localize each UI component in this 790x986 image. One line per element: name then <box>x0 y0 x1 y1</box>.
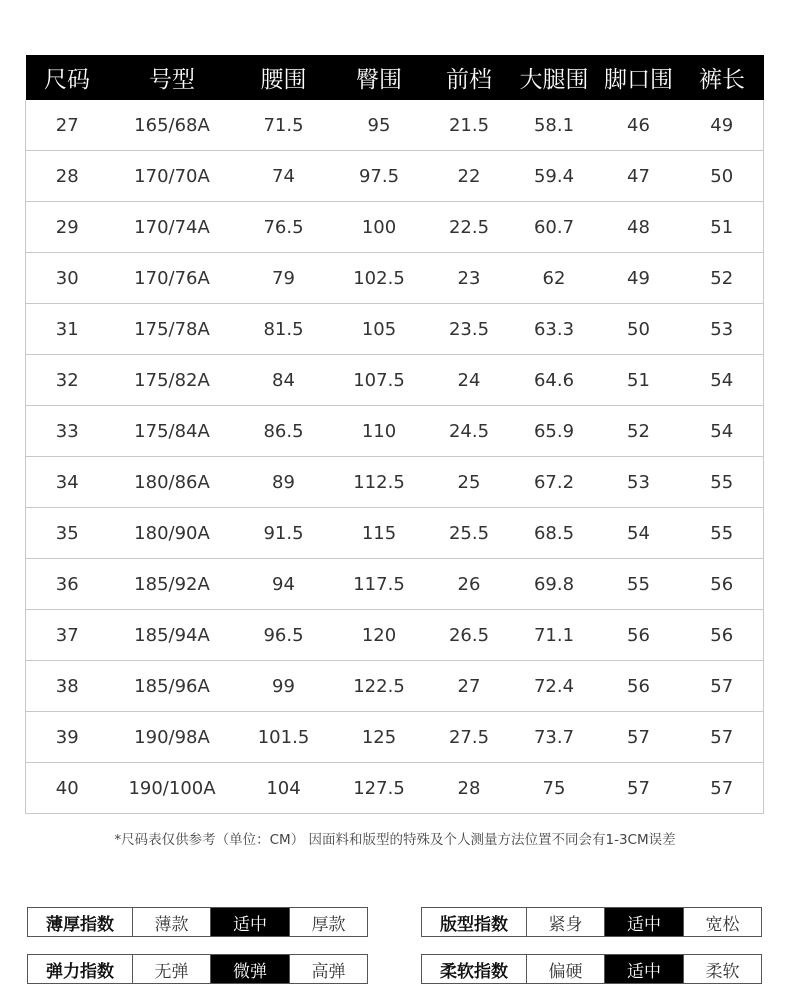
cell-thigh: 67.2 <box>512 457 597 508</box>
cell-length: 55 <box>681 457 764 508</box>
cell-thigh: 69.8 <box>512 559 597 610</box>
cell-size: 37 <box>26 610 109 661</box>
cell-waist: 86.5 <box>236 406 332 457</box>
cell-size: 40 <box>26 763 109 814</box>
cell-length: 54 <box>681 355 764 406</box>
cell-size: 34 <box>26 457 109 508</box>
cell-size: 29 <box>26 202 109 253</box>
cell-front-rise: 27 <box>427 661 512 712</box>
cell-length: 50 <box>681 151 764 202</box>
cell-size: 31 <box>26 304 109 355</box>
size-chart-table <box>25 55 764 814</box>
cell-hip: 102.5 <box>332 253 427 304</box>
cell-hip: 125 <box>332 712 427 763</box>
fit-index <box>421 907 762 937</box>
cell-leg-opening: 50 <box>597 304 681 355</box>
cell-front-rise: 26 <box>427 559 512 610</box>
cell-model: 190/100A <box>109 763 236 814</box>
cell-leg-opening: 48 <box>597 202 681 253</box>
cell-length: 54 <box>681 406 764 457</box>
cell-thigh: 62 <box>512 253 597 304</box>
cell-length: 55 <box>681 508 764 559</box>
cell-thigh: 65.9 <box>512 406 597 457</box>
size-chart-body <box>26 100 764 814</box>
cell-waist: 76.5 <box>236 202 332 253</box>
header-hip: 臀围 <box>332 55 427 100</box>
index-label: 薄厚指数 <box>46 914 114 935</box>
cell-size: 38 <box>26 661 109 712</box>
cell-model: 185/96A <box>109 661 236 712</box>
size-row <box>26 304 764 355</box>
size-row <box>26 406 764 457</box>
header-size: 尺码 <box>26 55 109 100</box>
cell-model: 175/78A <box>109 304 236 355</box>
cell-front-rise: 28 <box>427 763 512 814</box>
cell-model: 180/90A <box>109 508 236 559</box>
cell-waist: 84 <box>236 355 332 406</box>
size-row <box>26 100 764 151</box>
cell-leg-opening: 57 <box>597 712 681 763</box>
cell-hip: 112.5 <box>332 457 427 508</box>
cell-thigh: 60.7 <box>512 202 597 253</box>
cell-length: 49 <box>681 100 764 151</box>
size-row <box>26 151 764 202</box>
header-length: 裤长 <box>681 55 764 100</box>
cell-waist: 74 <box>236 151 332 202</box>
cell-thigh: 72.4 <box>512 661 597 712</box>
cell-waist: 96.5 <box>236 610 332 661</box>
cell-front-rise: 23 <box>427 253 512 304</box>
cell-thigh: 71.1 <box>512 610 597 661</box>
size-row <box>26 610 764 661</box>
cell-length: 56 <box>681 559 764 610</box>
cell-front-rise: 21.5 <box>427 100 512 151</box>
cell-front-rise: 22 <box>427 151 512 202</box>
index-label: 弹力指数 <box>46 961 114 982</box>
size-row <box>26 661 764 712</box>
cell-length: 57 <box>681 712 764 763</box>
index-option: 微弹 <box>210 955 289 983</box>
cell-length: 57 <box>681 763 764 814</box>
cell-thigh: 64.6 <box>512 355 597 406</box>
cell-size: 39 <box>26 712 109 763</box>
cell-size: 27 <box>26 100 109 151</box>
header-front-rise: 前档 <box>427 55 512 100</box>
cell-model: 170/76A <box>109 253 236 304</box>
size-note: *尺码表仅供参考（单位：CM） 因面料和版型的特殊及个人测量方法位置不同会有1-3CM误差 <box>114 832 676 848</box>
cell-leg-opening: 53 <box>597 457 681 508</box>
cell-size: 33 <box>26 406 109 457</box>
cell-front-rise: 26.5 <box>427 610 512 661</box>
cell-leg-opening: 57 <box>597 763 681 814</box>
size-row <box>26 763 764 814</box>
cell-hip: 122.5 <box>332 661 427 712</box>
cell-length: 51 <box>681 202 764 253</box>
size-chart-header-row <box>26 55 764 100</box>
cell-hip: 120 <box>332 610 427 661</box>
header-waist: 腰围 <box>236 55 332 100</box>
cell-size: 32 <box>26 355 109 406</box>
cell-model: 170/74A <box>109 202 236 253</box>
cell-size: 30 <box>26 253 109 304</box>
cell-size: 36 <box>26 559 109 610</box>
cell-length: 56 <box>681 610 764 661</box>
index-option: 偏硬 <box>526 955 604 983</box>
cell-model: 190/98A <box>109 712 236 763</box>
cell-model: 165/68A <box>109 100 236 151</box>
header-model: 号型 <box>109 55 236 100</box>
cell-length: 53 <box>681 304 764 355</box>
cell-waist: 99 <box>236 661 332 712</box>
cell-leg-opening: 47 <box>597 151 681 202</box>
index-option: 柔软 <box>683 955 761 983</box>
cell-leg-opening: 55 <box>597 559 681 610</box>
size-row <box>26 508 764 559</box>
size-row <box>26 253 764 304</box>
cell-model: 180/86A <box>109 457 236 508</box>
cell-thigh: 63.3 <box>512 304 597 355</box>
cell-size: 35 <box>26 508 109 559</box>
cell-thigh: 75 <box>512 763 597 814</box>
cell-leg-opening: 46 <box>597 100 681 151</box>
cell-hip: 105 <box>332 304 427 355</box>
cell-leg-opening: 56 <box>597 610 681 661</box>
cell-hip: 115 <box>332 508 427 559</box>
cell-front-rise: 22.5 <box>427 202 512 253</box>
cell-front-rise: 25.5 <box>427 508 512 559</box>
header-thigh: 大腿围 <box>512 55 597 100</box>
cell-length: 52 <box>681 253 764 304</box>
stretch-index <box>27 954 368 984</box>
cell-thigh: 73.7 <box>512 712 597 763</box>
index-label: 版型指数 <box>440 914 508 935</box>
cell-thigh: 58.1 <box>512 100 597 151</box>
index-option: 紧身 <box>526 908 604 936</box>
cell-leg-opening: 54 <box>597 508 681 559</box>
cell-model: 185/92A <box>109 559 236 610</box>
cell-model: 175/84A <box>109 406 236 457</box>
softness-index <box>421 954 762 984</box>
cell-model: 185/94A <box>109 610 236 661</box>
index-option: 适中 <box>210 908 289 936</box>
cell-length: 57 <box>681 661 764 712</box>
cell-leg-opening: 52 <box>597 406 681 457</box>
cell-front-rise: 23.5 <box>427 304 512 355</box>
cell-front-rise: 27.5 <box>427 712 512 763</box>
thickness-index <box>27 907 368 937</box>
cell-thigh: 68.5 <box>512 508 597 559</box>
cell-hip: 117.5 <box>332 559 427 610</box>
size-row <box>26 355 764 406</box>
index-option: 适中 <box>604 955 683 983</box>
cell-thigh: 59.4 <box>512 151 597 202</box>
cell-model: 170/70A <box>109 151 236 202</box>
cell-leg-opening: 49 <box>597 253 681 304</box>
cell-waist: 81.5 <box>236 304 332 355</box>
index-option: 高弹 <box>289 955 367 983</box>
size-row <box>26 712 764 763</box>
size-row <box>26 559 764 610</box>
cell-leg-opening: 56 <box>597 661 681 712</box>
size-row <box>26 457 764 508</box>
index-label: 柔软指数 <box>440 961 508 982</box>
index-option: 适中 <box>604 908 683 936</box>
size-row <box>26 202 764 253</box>
cell-front-rise: 24 <box>427 355 512 406</box>
cell-model: 175/82A <box>109 355 236 406</box>
cell-hip: 95 <box>332 100 427 151</box>
index-option: 宽松 <box>683 908 761 936</box>
cell-hip: 100 <box>332 202 427 253</box>
cell-hip: 107.5 <box>332 355 427 406</box>
cell-front-rise: 24.5 <box>427 406 512 457</box>
cell-waist: 104 <box>236 763 332 814</box>
index-option: 薄款 <box>132 908 210 936</box>
cell-waist: 89 <box>236 457 332 508</box>
cell-waist: 94 <box>236 559 332 610</box>
cell-hip: 110 <box>332 406 427 457</box>
cell-hip: 97.5 <box>332 151 427 202</box>
cell-waist: 79 <box>236 253 332 304</box>
header-leg-opening: 脚口围 <box>597 55 681 100</box>
cell-size: 28 <box>26 151 109 202</box>
cell-leg-opening: 51 <box>597 355 681 406</box>
index-option: 厚款 <box>289 908 367 936</box>
cell-front-rise: 25 <box>427 457 512 508</box>
index-option: 无弹 <box>132 955 210 983</box>
cell-waist: 101.5 <box>236 712 332 763</box>
cell-waist: 91.5 <box>236 508 332 559</box>
cell-hip: 127.5 <box>332 763 427 814</box>
cell-waist: 71.5 <box>236 100 332 151</box>
